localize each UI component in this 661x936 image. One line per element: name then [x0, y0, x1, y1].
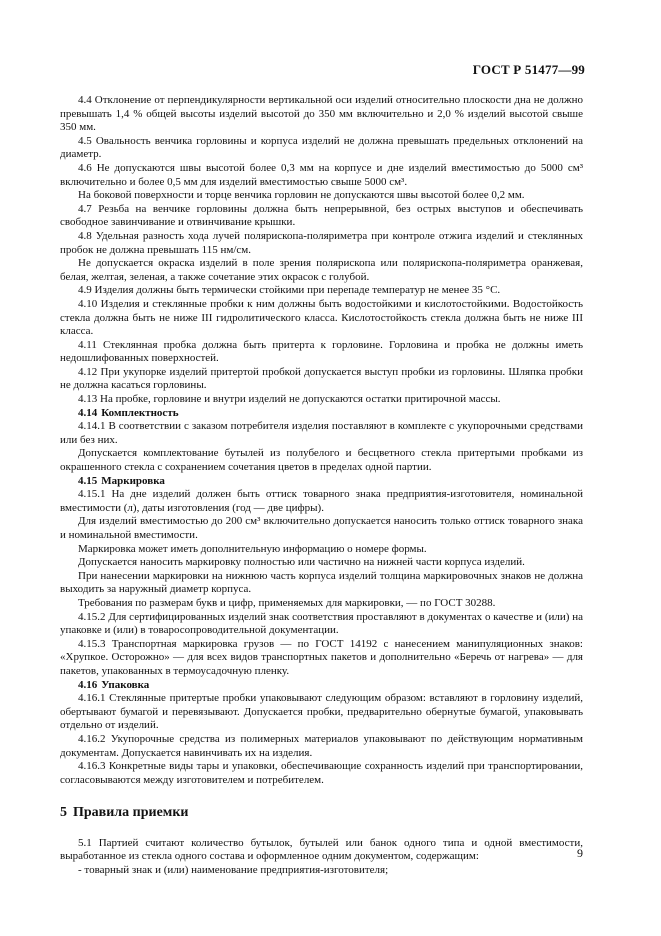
- heading-title: Маркировка: [101, 474, 165, 487]
- paragraph-4-8-cont: Не допускается окраска изделий в поле зрения полярископа или полярископа-поляриметра оранжевая, белая, желтая, зеленая, а также сочетание этих окрасок с голубой.: [60, 257, 583, 283]
- paragraph-4-12: 4.12 При укупорке изделий притертой пробкой допускается выступ пробки из горловины. Шляпка пробки не должна касаться горловины.: [60, 365, 583, 392]
- paragraph-4-6: 4.6 Не допускаются швы высотой более 0,3 мм на корпусе и дне изделий вместимостью до 5000 см³ включительно и более 0,5 мм для изделий вместимостью свыше 5000 см³.: [60, 161, 583, 188]
- page-number: 9: [577, 846, 583, 860]
- paragraph-4-15-1-e: При нанесении маркировки на нижнюю часть корпуса изделий толщина маркировочных знаков не должна выходить за наружный диаметр корпуса.: [60, 569, 583, 596]
- heading-number: 4.16: [78, 678, 98, 691]
- paragraph-4-15-2: 4.15.2 Для сертифицированных изделий знак соответствия проставляют в документах о качестве и (или) на упаковке и (или) в товаросопроводительной документации.: [60, 610, 583, 637]
- paragraph-4-16-3: 4.16.3 Конкретные виды тары и упаковки, обеспечивающие сохранность изделий при транспортировании, согласовываются между изготовителем и потребителем.: [60, 760, 583, 786]
- paragraph-4-15-1-d: Допускается наносить маркировку полностью или частично на нижней части корпуса изделий.: [78, 556, 525, 569]
- heading-title: Упаковка: [101, 678, 150, 691]
- heading-4-15: [60, 475, 583, 489]
- paragraph-4-16-2: 4.16.2 Укупорочные средства из полимерных материалов упаковывают по действующим нормативным документам. Допускается навинчивать их на изделия.: [60, 732, 583, 759]
- section-heading-5: [60, 806, 583, 820]
- heading-4-16: [60, 679, 583, 693]
- document-id-header: ГОСТ Р 51477—99: [472, 62, 585, 77]
- document-body: [60, 94, 583, 878]
- section-title: Правила приемки: [73, 805, 189, 821]
- paragraph-4-10: 4.10 Изделия и стеклянные пробки к ним должны быть водостойкими и кислотостойкими. Водостойкость стекла должна быть не ниже III гидролитического класса. Кислотостойкость стекла должна быть не ниже III класса.: [60, 297, 583, 338]
- paragraph-4-15-1: 4.15.1 На дне изделий должен быть оттиск товарного знака предприятия-изготовителя, номинальной вместимости (л), даты изготовления (год — две цифры).: [60, 488, 583, 514]
- paragraph-4-15-1-c: Маркировка может иметь дополнительную информацию о номере формы.: [78, 542, 427, 555]
- paragraph-4-16-1: 4.16.1 Стеклянные притертые пробки упаковывают следующим образом: вставляют в горловину изделий, обертывают бумагой и перевязывают. Допускается пробки, предварительно обернутые бумагой, упаковывать отдельно от изделий.: [60, 692, 583, 732]
- paragraph-4-11: 4.11 Стеклянная пробка должна быть притерта к горловине. Горловина и пробка не должны иметь недошлифованных поверхностей.: [60, 338, 583, 365]
- paragraph-4-14-1-cont: Допускается комплектование бутылей из полубелого и бесцветного стекла притертыми пробками из окрашенного стекла с сохранением сочетания цветов в пределах одной партии.: [60, 447, 583, 474]
- section-number: 5: [60, 805, 67, 821]
- paragraph-4-15-1-f: Требования по размерам букв и цифр, применяемых для маркировки, — по ГОСТ 30288.: [78, 596, 496, 609]
- paragraph-4-15-1-b: Для изделий вместимостью до 200 см³ включительно допускается наносить только оттиск товарного знака и номинальной вместимости.: [60, 515, 583, 541]
- paragraph-4-5: 4.5 Овальность венчика горловины и корпуса изделий не должна превышать предельных отклонений на диаметр.: [60, 134, 583, 161]
- heading-number: 4.14: [78, 406, 98, 419]
- paragraph-4-8: 4.8 Удельная разность хода лучей полярископа-поляриметра при контроле отжига изделий и стеклянных пробок не должна превышать 115 нм/см.: [60, 229, 583, 256]
- heading-4-14: [60, 407, 583, 421]
- paragraph-4-14-1: 4.14.1 В соответствии с заказом потребителя изделия поставляют в комплекте с укупорочными средствами или без них.: [60, 420, 583, 446]
- paragraph-4-4: 4.4 Отклонение от перпендикулярности вертикальной оси изделий относительно плоскости дна не должно превышать 1,4 % общей высоты изделий высотой до 350 мм включительно и 2,0 % изделий высотой свыше 350 мм.: [60, 94, 583, 134]
- paragraph-5-1: 5.1 Партией считают количество бутылок, бутылей или банок одного типа и одной вместимости, выработанное из стекла одного состава и оформленное одним документом, содержащим:: [60, 836, 583, 863]
- heading-number: 4.15: [78, 474, 98, 487]
- paragraph-4-13: 4.13 На пробке, горловине и внутри изделий не допускаются остатки притирочной массы.: [78, 393, 501, 406]
- paragraph-4-15-3: 4.15.3 Транспортная маркировка грузов — по ГОСТ 14192 с нанесением манипуляционных знаков: «Хрупкое. Осторожно» — для всех видов транспортных пакетов и дополнительно «Беречь от нагрева» — для пакетов, упакованных в термоусадочную пленку.: [60, 637, 583, 677]
- paragraph-4-7: 4.7 Резьба на венчике горловины должна быть непрерывной, без острых выступов и обеспечивать свободное завинчивание и отвинчивание крышки.: [60, 202, 583, 229]
- paragraph-4-9: 4.9 Изделия должны быть термически стойкими при перепаде температур не менее 35 °С.: [78, 284, 501, 297]
- heading-title: Комплектность: [101, 406, 179, 419]
- list-item-trademark: - товарный знак и (или) наименование предприятия-изготовителя;: [78, 864, 389, 877]
- paragraph-4-6-cont: На боковой поверхности и торце венчика горловин не допускаются швы высотой более 0,2 мм.: [78, 189, 525, 202]
